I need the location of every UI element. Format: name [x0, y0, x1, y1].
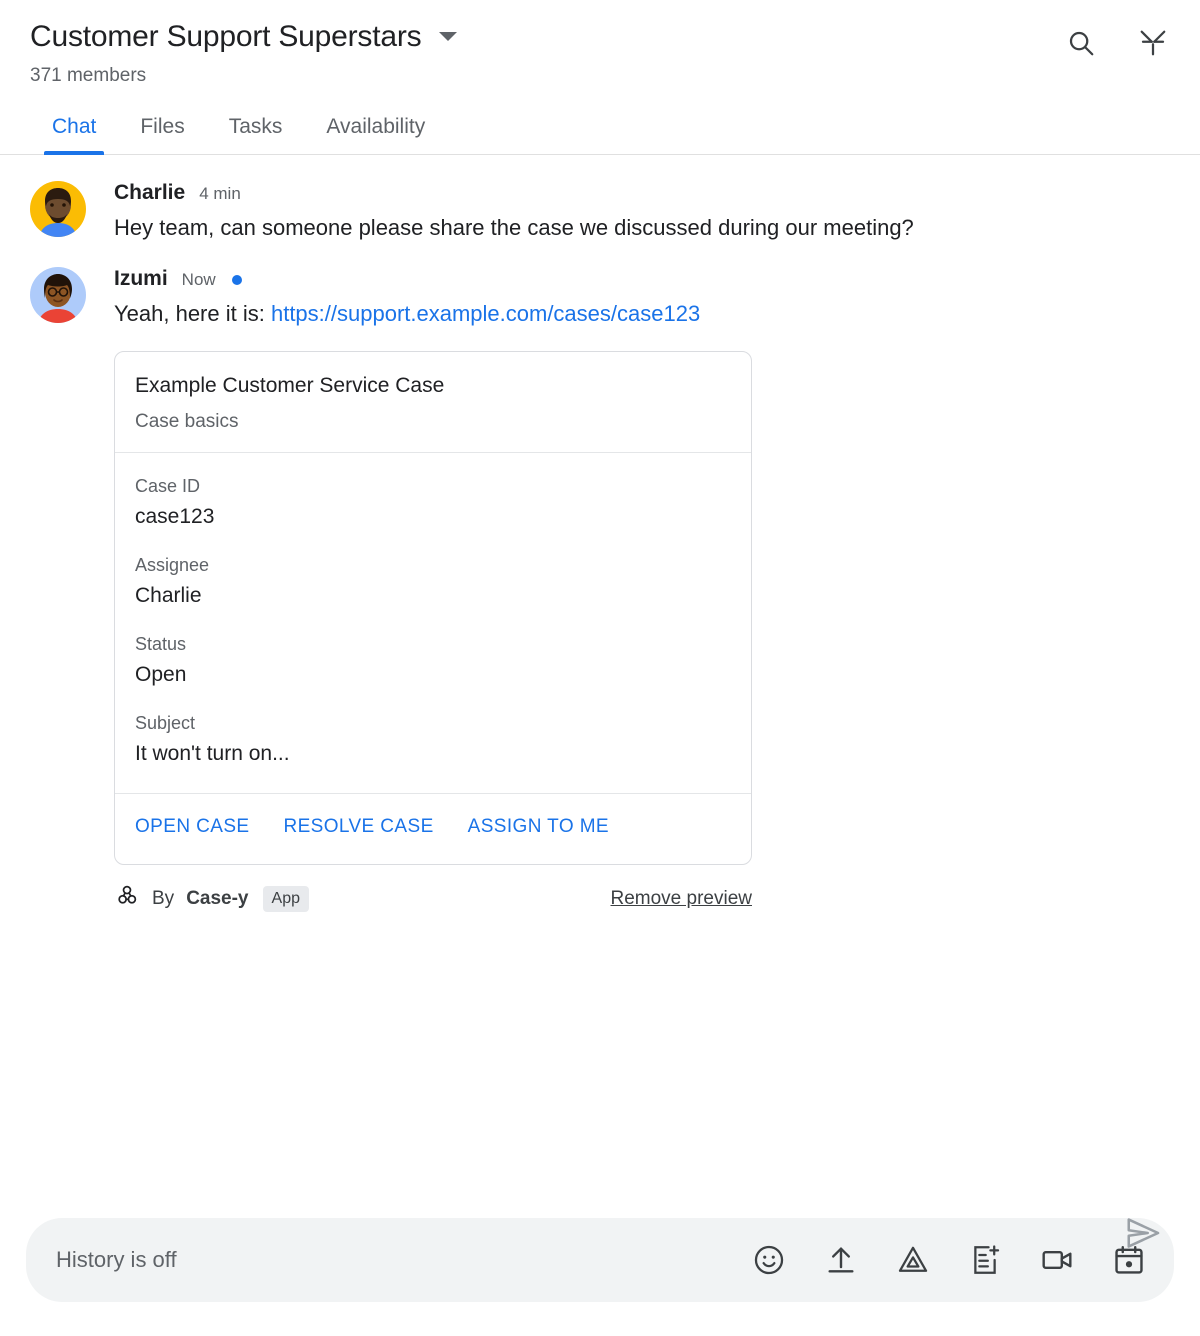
- message-body: [114, 267, 1170, 915]
- avatar[interactable]: [30, 267, 86, 323]
- chevron-down-icon[interactable]: [439, 32, 457, 41]
- message-item: [30, 181, 1170, 245]
- field-value: Charlie: [135, 584, 202, 607]
- composer-area: [0, 1198, 1200, 1336]
- message-item: [30, 267, 1170, 915]
- drive-icon[interactable]: [894, 1241, 932, 1279]
- open-case-button[interactable]: OPEN CASE: [135, 816, 250, 837]
- field-label: Assignee: [135, 555, 210, 575]
- remove-preview-link[interactable]: Remove preview: [610, 888, 752, 909]
- webhook-icon: [114, 883, 140, 915]
- search-icon[interactable]: [1064, 26, 1098, 60]
- tab-chat[interactable]: Chat: [30, 110, 118, 154]
- card-actions: [115, 794, 751, 864]
- message-header: [114, 267, 1170, 291]
- message-list: [0, 155, 1200, 1198]
- unread-indicator-icon: [232, 275, 242, 285]
- message-author: Izumi: [114, 267, 168, 290]
- message-author: Charlie: [114, 181, 186, 204]
- attribution-by-label: By: [152, 888, 175, 909]
- card-field-subject: [135, 710, 731, 769]
- field-value: It won't turn on...: [135, 742, 290, 765]
- tab-availability[interactable]: Availability: [326, 115, 426, 138]
- attribution-left: [114, 883, 309, 915]
- message-header: [114, 181, 1170, 205]
- member-count: 371 members: [30, 65, 147, 86]
- message-body: [114, 181, 1170, 245]
- page-title: Customer Support Superstars: [30, 20, 422, 53]
- message-composer[interactable]: [26, 1218, 1174, 1302]
- collapse-icon[interactable]: [1136, 26, 1170, 60]
- app-badge: App: [263, 886, 309, 912]
- field-label: Status: [135, 634, 187, 654]
- resolve-case-button[interactable]: RESOLVE CASE: [283, 816, 434, 837]
- header-actions: [1064, 26, 1170, 60]
- room-header-top: [30, 18, 1170, 56]
- send-button[interactable]: [1124, 1214, 1162, 1252]
- field-label: Subject: [135, 713, 196, 733]
- message-text: [114, 297, 1014, 331]
- upload-icon[interactable]: [822, 1241, 860, 1279]
- avatar[interactable]: [30, 181, 86, 237]
- video-icon[interactable]: [1038, 1241, 1076, 1279]
- room-header: [0, 0, 1200, 88]
- field-value: Open: [135, 663, 187, 686]
- case-preview-card: [114, 351, 752, 865]
- card-field-assignee: [135, 552, 731, 611]
- card-field-status: [135, 631, 731, 690]
- card-header: [115, 352, 751, 453]
- assign-to-me-button[interactable]: ASSIGN TO ME: [467, 816, 609, 837]
- tab-files[interactable]: Files: [140, 115, 185, 138]
- tab-bar: [0, 110, 1200, 155]
- card-attribution: [114, 883, 752, 915]
- card-title: Example Customer Service Case: [135, 374, 445, 397]
- card-subtitle: Case basics: [135, 411, 239, 432]
- tab-tasks[interactable]: Tasks: [228, 115, 283, 138]
- message-text-prefix: Yeah, here it is:: [114, 301, 271, 326]
- docs-icon[interactable]: [966, 1241, 1004, 1279]
- attribution-app-name: Case-y: [186, 888, 249, 909]
- message-timestamp: Now: [181, 270, 216, 289]
- emoji-icon[interactable]: [750, 1241, 788, 1279]
- field-value: case123: [135, 505, 215, 528]
- card-field-case-id: [135, 473, 731, 532]
- message-timestamp: 4 min: [199, 184, 241, 203]
- case-link[interactable]: https://support.example.com/cases/case123: [270, 301, 701, 326]
- message-input[interactable]: History is off: [56, 1247, 177, 1272]
- field-label: Case ID: [135, 476, 201, 496]
- message-text: Hey team, can someone please share the case we discussed during our meeting?: [114, 215, 914, 240]
- card-fields: [115, 453, 751, 794]
- composer-icons: [750, 1241, 1148, 1279]
